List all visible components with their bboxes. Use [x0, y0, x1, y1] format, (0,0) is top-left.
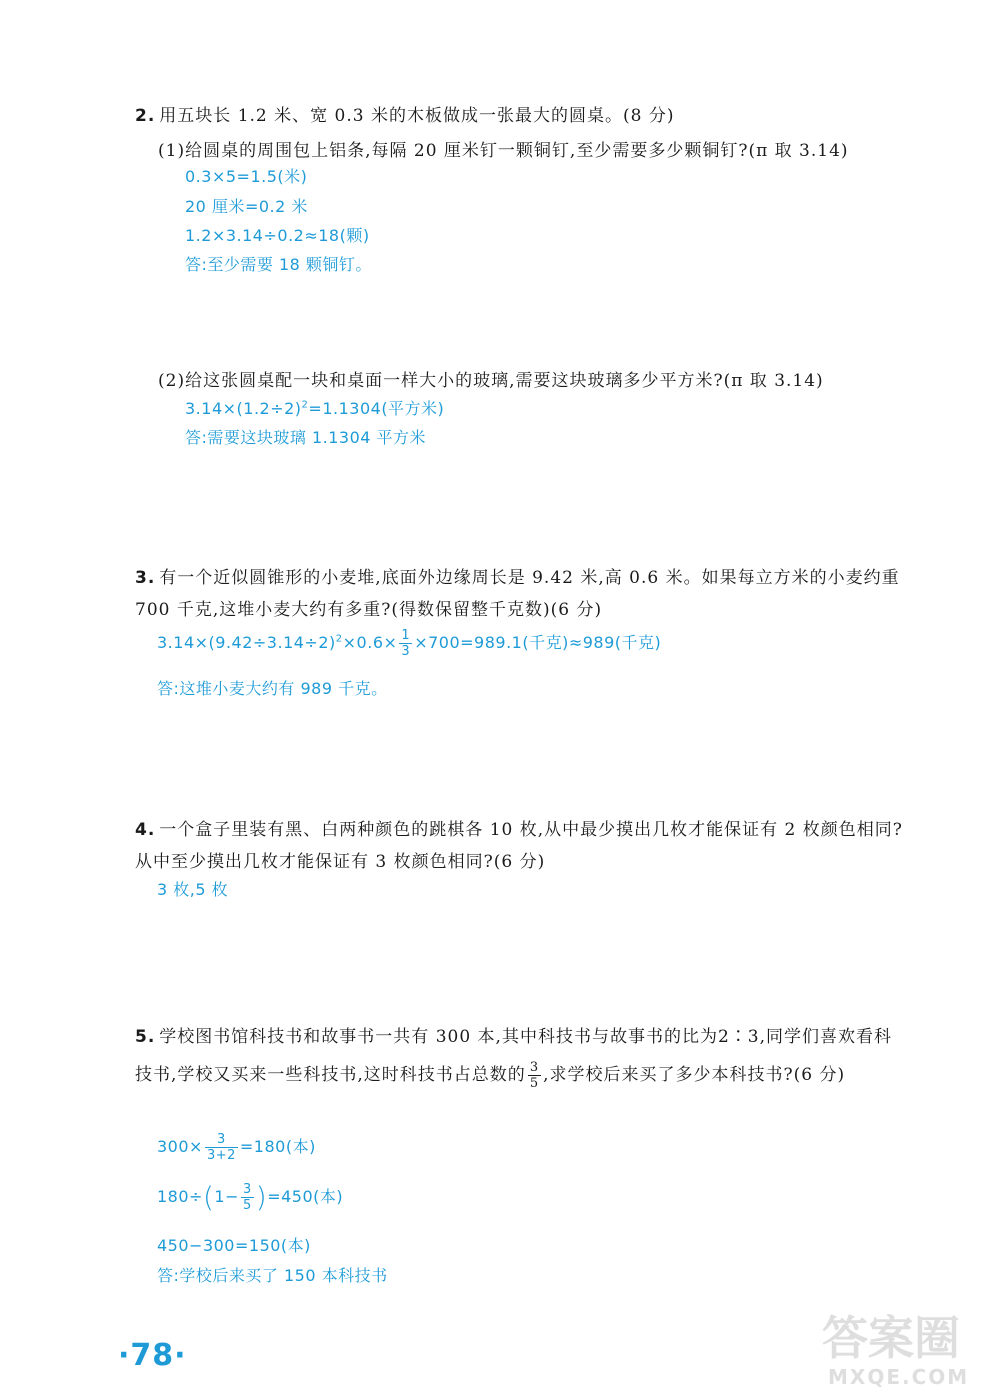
- answer-line: [157, 1182, 343, 1213]
- question-2: [135, 100, 905, 132]
- answer-result: ×700=989.1(千克)≈989(千克): [414, 633, 662, 652]
- watermark-url: MXQE.COM: [828, 1365, 970, 1389]
- fraction-numerator: 3: [205, 1132, 238, 1148]
- answer-result: =180(本): [239, 1137, 316, 1156]
- answer-line: $3.14\times(9.42\div 3.14\div 2)^2\times 0.6\times$ $\frac{1}{3}$ ×700=989.1(千克)≈989(千克): [157, 628, 662, 659]
- answer-line: 0.3×5=1.5(米): [185, 167, 308, 186]
- answer-expr: 300×: [157, 1137, 203, 1156]
- answer-conclusion: 答:这堆小麦大约有 989 千克。: [157, 679, 388, 698]
- question-text: 一个盒子里装有黑、白两种颜色的跳棋各 10 枚,从中最少摸出几枚才能保证有 2 枚颜色相同?从中至少摸出几枚才能保证有 3 枚颜色相同?(6 分): [135, 820, 903, 872]
- left-paren: (: [202, 1180, 215, 1214]
- watermark-title: 答案圈: [822, 1311, 960, 1365]
- answer-expr: 3.14×(1.2÷2): [185, 399, 302, 418]
- fraction-numerator: 1: [401, 628, 411, 643]
- fraction-denominator: 5: [242, 1198, 252, 1213]
- answer-conclusion: 答:学校后来买了 150 本科技书: [157, 1266, 388, 1285]
- question-number: 2.: [135, 106, 156, 126]
- fraction-numerator: 3: [529, 1060, 540, 1075]
- answer-expr: ×0.6×: [342, 633, 398, 652]
- question-number: 4.: [135, 820, 156, 840]
- answer-line: 20 厘米=0.2 米: [185, 197, 308, 216]
- answer-conclusion: 答:至少需要 18 颗铜钉。: [185, 255, 372, 274]
- watermark-logo: [818, 1310, 988, 1390]
- question-text: 学校图书馆科技书和故事书一共有 300 本,其中科技书与故事书的比为2∶3,同学们喜欢看科技书,学校又买来一些科技书,这时科技书占总数的: [135, 1027, 892, 1085]
- answer-line: 450−300=150(本): [157, 1236, 311, 1255]
- answer-line: [157, 1132, 316, 1163]
- answer-expr: 3.14×(9.42÷3.14÷2): [157, 633, 336, 652]
- answer-line: 1.2×3.14÷0.2≈18(颗): [185, 226, 370, 245]
- answer-expr: 1−: [214, 1187, 239, 1206]
- fraction-numerator: 3: [242, 1182, 252, 1197]
- answer-line: $3.14\times(1.2\div 2)^2=1.1304$(平方米): [185, 399, 445, 418]
- answer-result: =450(本): [267, 1187, 344, 1206]
- fraction-denominator: 3+2: [206, 1148, 236, 1163]
- question-3: [135, 562, 905, 626]
- fraction-denominator: 5: [529, 1076, 540, 1091]
- question-text: ,求学校后来买了多少本科技书?(6 分): [543, 1065, 846, 1085]
- question-number: 5.: [135, 1027, 156, 1047]
- answer-line: 3 枚,5 枚: [157, 880, 229, 899]
- page-number: ·78·: [118, 1338, 187, 1373]
- answer-expr: 180÷: [157, 1187, 203, 1206]
- question-text: 有一个近似圆锥形的小麦堆,底面外边缘周长是 9.42 米,高 0.6 米。如果每立方米的小麦约重 700 千克,这堆小麦大约有多重?(得数保留整千克数)(6 分): [135, 568, 900, 620]
- question-5: [135, 1018, 905, 1094]
- question-number: 3.: [135, 568, 156, 588]
- question-4: [135, 814, 905, 878]
- right-paren: ): [255, 1180, 268, 1214]
- answer-conclusion: 答:需要这块玻璃 1.1304 平方米: [185, 428, 427, 447]
- question-2-part-1: (1)给圆桌的周围包上铝条,每隔 20 厘米钉一颗铜钉,至少需要多少颗铜钉?(π 取 3.14): [158, 141, 849, 161]
- fraction-denominator: 3: [401, 644, 411, 659]
- fraction: [399, 628, 412, 659]
- fraction: [528, 1060, 541, 1091]
- question-text: 用五块长 1.2 米、宽 0.3 米的木板做成一张最大的圆桌。(8 分): [159, 106, 675, 126]
- answer-result: =1.1304(平方米): [308, 399, 445, 418]
- fraction: [205, 1132, 238, 1163]
- fraction: [241, 1182, 254, 1213]
- question-2-part-2: (2)给这张圆桌配一块和桌面一样大小的玻璃,需要这块玻璃多少平方米?(π 取 3.14): [158, 371, 824, 391]
